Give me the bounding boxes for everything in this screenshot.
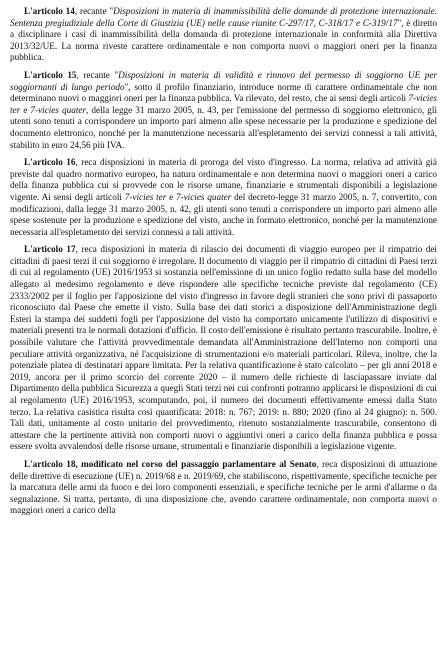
italic-citation: Disposizioni in materia di validità e rinnovo del permesso di soggiorno UE per soggiornanti di lungo periodo	[10, 69, 437, 92]
article-heading: L'articolo 14	[24, 6, 75, 16]
italic-citation: 7-vicies ter	[10, 93, 437, 115]
article-heading: L'articolo 16	[24, 157, 76, 168]
paragraph-text: , recante "	[76, 69, 119, 80]
paragraph-article-14	[10, 6, 437, 64]
paragraph-text: ", è diretto a disciplinare i casi di inammissibilità della domanda di protezione internazionale in conformità alla Direttiva 2013/32/UE. La norma riveste carattere ordinamentale e non comporta nuovi o maggiori oneri per la finanza pubblica.	[10, 17, 437, 63]
paragraph-text: ", sotto il profilo finanziario, introduce norme di carattere ordinamentale che non determinano nuovi o maggiori oneri per la finanza pubblica. Va rilevato, del resto, che ai sensi degli articoli	[10, 81, 437, 104]
italic-citation: 7-vicies quater	[30, 104, 87, 115]
article-heading: L'articolo 15	[24, 69, 77, 80]
paragraph-text: e	[166, 191, 176, 202]
paragraph-article-18	[10, 459, 437, 517]
italic-citation: 7-vicies quater	[175, 191, 232, 202]
paragraph-text: , reca disposizioni in materia di proroga del visto d'ingresso. La norma, relativa ad attività già previste dal quadro normativo europeo, ha natura ordinamentale e non determina nuovi o maggiori oneri a carico della finanza pubblica cui si provvede con le risorse umane, finanziarie e strumentali disponibili a legislazione vigente. Ai sensi degli articoli	[10, 157, 437, 202]
italic-citation: Disposizioni in materia di inammissibilità delle domande di protezione internazionale. Sentenza pregiudiziale della Corte di Giustizia (UE) nelle cause riunite C-297/17, C-318/17 e C-319/17	[10, 6, 437, 28]
paragraph-article-17	[10, 244, 437, 453]
paragraph-text: , reca disposizioni in materia di rilascio dei documenti di viaggio europeo per il rimpatrio dei cittadini di paesi terzi il cui soggiorno è irregolare. Il documento di viaggio per il rimpatrio di cittadini di Paesi terzi di cui al regolamento (UE) 2016/1953 si sostanzia nell'emissione di un unico foglio redatto sulla base del modello allegato al medesimo regolamento e deve rispondere alle specifiche tecniche previste dal regolamento (CE) 2333/2002 per il foglio per l'apposizione del visto d'ingresso in favore degli stranieri che sono privi di passaporto riconosciuto dal Paese che emette il visto. Sulla base dei dati storici a disposizione dell'Amministrazione degli Esteri la stampa dei suddetti fogli per l'apposizione del visto ha comportato unicamente l'utilizzo di dispositivi e materiali presenti tra le normali dotazioni d'ufficio. Il costo dell'emissione è risultato pertanto trascurabile. Inoltre, è possibile valutare che l'attività provvedimentale demandata all'Amministrazione dell'Interno non comporti una peculiare attività organizzativa, né l'acquisizione di strumentazioni e/o materiali particolari. Rileva, inoltre, che la potenziale platea di destinatari appare limitata. Per la relativa quantificazione è stato calcolato – per gli anni 2018 e 2019, ancora per il primo scorcio del corrente 2020 – il numero delle richieste di lasciapassare inviate dal Dipartimento della pubblica Sicurezza a quegli Stati terzi nei cui confronti potranno applicarsi le disposizioni di cui al regolamento (UE) 2016/1953, scomputando, poi, il numero dei documenti effettivamente emessi dalla Stato terzo. La relativa casistica risulta così quantificata: 2018: n. 767; 2019: n. 880; 2020 (fino al 24 giugno): n. 500. Tali dati, unitamente al costo unitario del provvedimento, ritenuto sostanzialmente trascurabile, consentono di attestare che la pertinente attività non comporti nuovi o aggiuntivi oneri a carico della finanza pubblica e possa essere svolta avvalendosi delle risorse umane, strumentali e finanziarie disponibili a legislazione vigente.	[10, 244, 437, 452]
paragraph-text: , della legge 31 marzo 2005, n. 43, per l'emissione del permesso di soggiorno elettronico, gli utenti sono tenuti a corrispondere un importo pari almeno alle spese necessarie per la produzione e spedizione del documento elettronico, nonché per la manutenzione necessaria all'espletamento dei servizi connessi a tali attività, stabilito in euro 24,56 più IVA.	[10, 104, 437, 150]
paragraph-article-16	[10, 157, 437, 238]
paragraph-article-15	[10, 70, 437, 151]
italic-citation: 7-vicies ter	[124, 191, 167, 202]
paragraph-text: , recante "	[74, 6, 114, 16]
article-heading: L'articolo 18, modificato nel corso del passaggio parlamentare al Senato	[24, 458, 317, 469]
paragraph-text: , reca disposizioni di attuazione delle direttive di esecuzione (UE) n. 2019/68 e n. 2019/69, che stabiliscono, rispettivamente, specifiche tecniche per la marcatura delle armi da fuoco e dei loro componenti essenziali, e specifiche tecniche per le armi d'allarme o da segnalazione. Si tratta, pertanto, di una disposizione che, avendo carattere ordinamentale, non comporta nuovi o maggiori oneri a carico della	[10, 458, 437, 516]
paragraph-text: del decreto-legge 31 marzo 2005, n. 7, convertito, con modificazioni, dalla legge 31 marzo 2005, n. 42, gli utenti sono tenuti a corrispondere un importo pari almeno alle spese sostenute per la produzione e spedizione del visto, anche in formato elettronico, nonché per la manutenzione necessaria all'espletamento dei servizi connessi a tali attività.	[10, 191, 437, 237]
article-heading: L'articolo 17	[24, 244, 76, 255]
paragraph-text: e	[20, 104, 31, 115]
